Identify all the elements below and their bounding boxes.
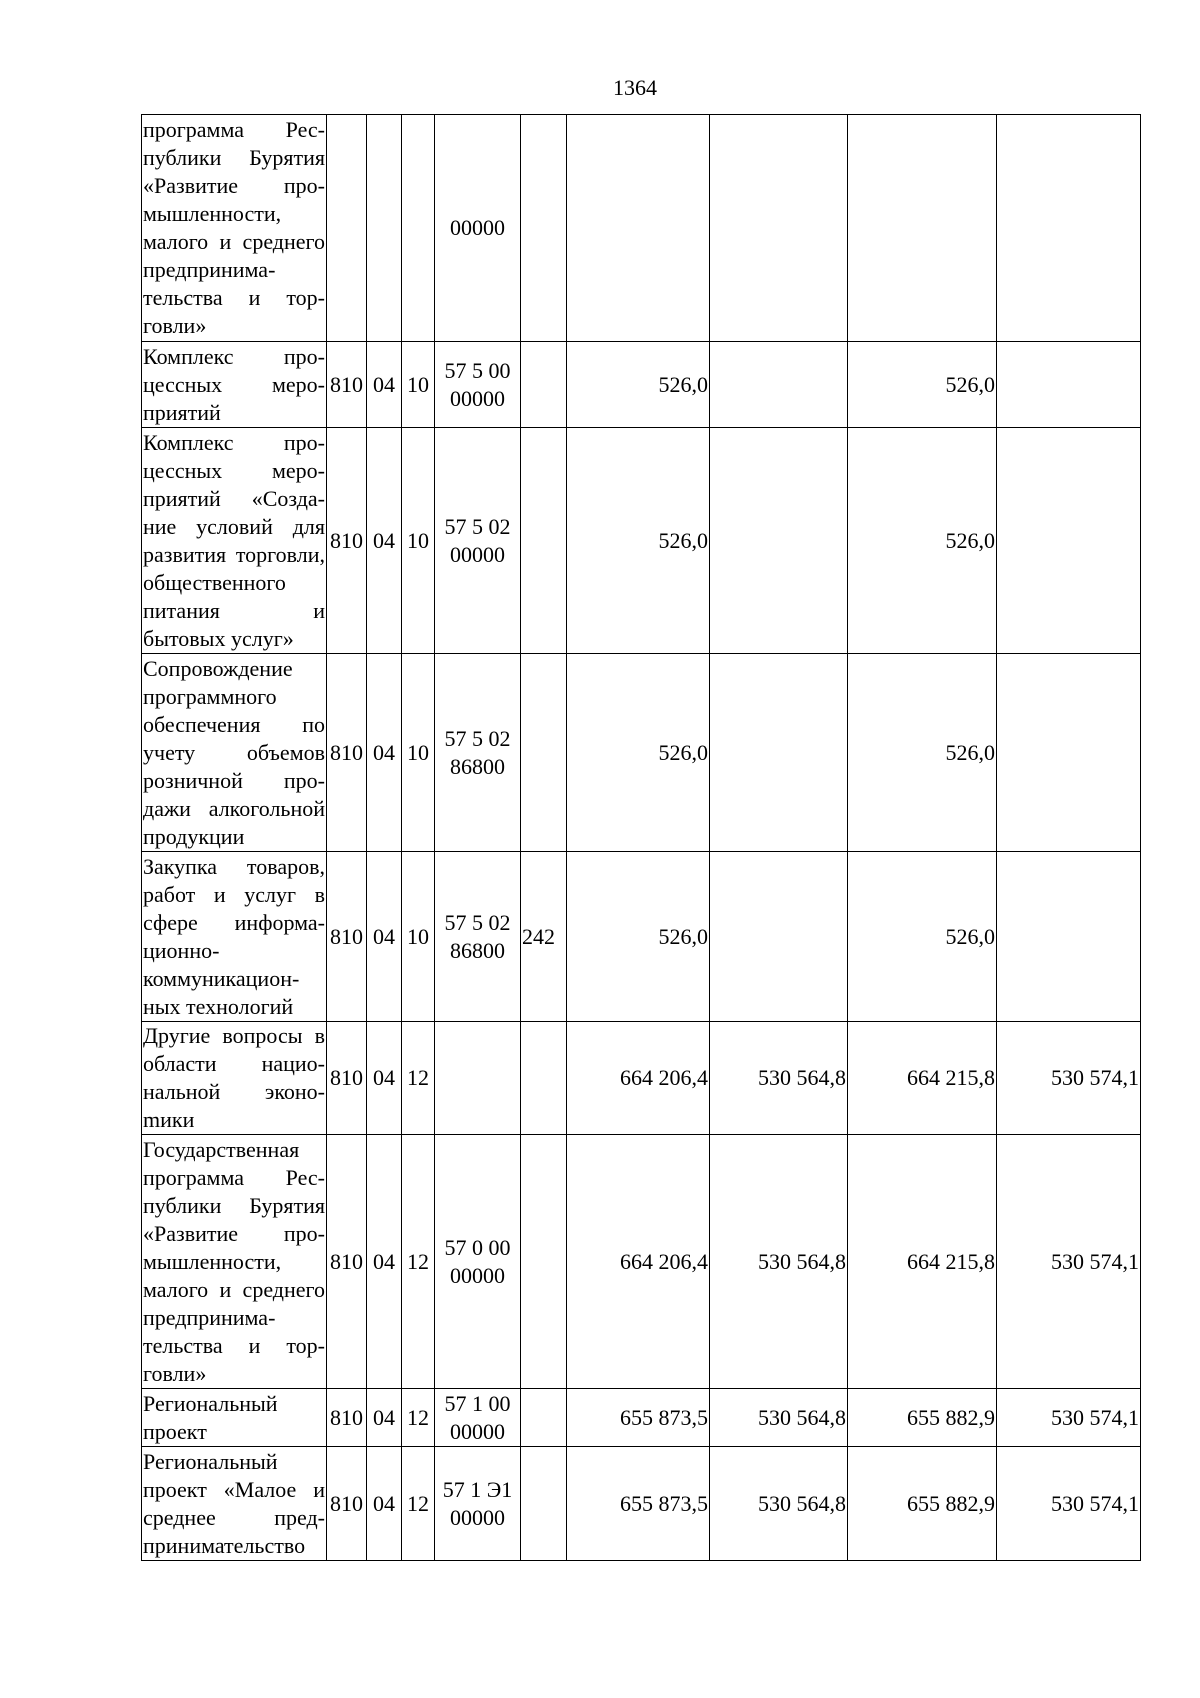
subsection-cell: [402, 115, 435, 342]
table-row: [142, 1135, 1141, 1389]
section-cell: [367, 115, 402, 342]
amount-3-cell: 664 215,8: [848, 1135, 997, 1389]
table-row: [142, 852, 1141, 1022]
target-article-cell: 57 5 02 00000: [435, 428, 521, 654]
row-name-cell: Сопровождение программного обеспечения по учету объемов розничной продажи алкогольной продукции: [142, 654, 327, 852]
row-name-cell: Региональный проект «Малое и среднее предпринимательство: [142, 1447, 327, 1561]
amount-3-cell: 655 882,9: [848, 1447, 997, 1561]
table-row: [142, 428, 1141, 654]
amount-1-cell: 664 206,4: [567, 1135, 710, 1389]
expense-type-cell: [521, 428, 567, 654]
expense-type-cell: [521, 1135, 567, 1389]
grbs-cell: 810: [327, 852, 367, 1022]
section-cell: 04: [367, 1447, 402, 1561]
grbs-cell: [327, 115, 367, 342]
amount-4-cell: 530 574,1: [997, 1135, 1141, 1389]
amount-3-cell: [848, 115, 997, 342]
grbs-cell: 810: [327, 1389, 367, 1447]
amount-2-cell: 530 564,8: [710, 1135, 848, 1389]
section-cell: 04: [367, 654, 402, 852]
amount-1-cell: 526,0: [567, 342, 710, 428]
grbs-cell: 810: [327, 1022, 367, 1135]
amount-2-cell: [710, 852, 848, 1022]
target-article-cell: 00000: [435, 115, 521, 342]
page-number: 1364: [613, 75, 657, 100]
subsection-cell: 12: [402, 1135, 435, 1389]
amount-1-cell: 655 873,5: [567, 1447, 710, 1561]
grbs-cell: 810: [327, 1447, 367, 1561]
expense-type-cell: [521, 654, 567, 852]
amount-3-cell: 664 215,8: [848, 1022, 997, 1135]
row-name-cell: Комплекс процессных мероприятий «Создание условий для развития торговли, общественного питания и бытовых услуг»: [142, 428, 327, 654]
amount-2-cell: 530 564,8: [710, 1389, 848, 1447]
amount-1-cell: 526,0: [567, 428, 710, 654]
subsection-cell: 10: [402, 342, 435, 428]
grbs-cell: 810: [327, 1135, 367, 1389]
amount-2-cell: 530 564,8: [710, 1447, 848, 1561]
row-name-cell: Другие вопросы в области национальной эконоmики: [142, 1022, 327, 1135]
target-article-cell: 57 0 00 00000: [435, 1135, 521, 1389]
amount-4-cell: [997, 654, 1141, 852]
expense-type-cell: 242: [521, 852, 567, 1022]
amount-1-cell: 526,0: [567, 654, 710, 852]
section-cell: 04: [367, 1135, 402, 1389]
table-row: [142, 1022, 1141, 1135]
amount-3-cell: 526,0: [848, 852, 997, 1022]
subsection-cell: 10: [402, 654, 435, 852]
amount-1-cell: 655 873,5: [567, 1389, 710, 1447]
amount-2-cell: [710, 115, 848, 342]
amount-3-cell: 655 882,9: [848, 1389, 997, 1447]
table-row: [142, 115, 1141, 342]
amount-2-cell: [710, 342, 848, 428]
grbs-cell: 810: [327, 342, 367, 428]
row-name-cell: программа Республики Бурятия «Развитие промышленности, малого и среднего предпринимательства и торговли»: [142, 115, 327, 342]
target-article-cell: [435, 1022, 521, 1135]
section-cell: 04: [367, 1022, 402, 1135]
expense-type-cell: [521, 1447, 567, 1561]
grbs-cell: 810: [327, 654, 367, 852]
budget-table: [141, 114, 1141, 1561]
grbs-cell: 810: [327, 428, 367, 654]
amount-3-cell: 526,0: [848, 342, 997, 428]
amount-1-cell: 664 206,4: [567, 1022, 710, 1135]
expense-type-cell: [521, 342, 567, 428]
row-name-cell: Комплекс процессных мероприятий: [142, 342, 327, 428]
amount-1-cell: [567, 115, 710, 342]
subsection-cell: 12: [402, 1022, 435, 1135]
target-article-cell: 57 5 02 86800: [435, 654, 521, 852]
table-row: [142, 1447, 1141, 1561]
target-article-cell: 57 5 00 00000: [435, 342, 521, 428]
target-article-cell: 57 1 00 00000: [435, 1389, 521, 1447]
amount-2-cell: [710, 654, 848, 852]
target-article-cell: 57 1 Э1 00000: [435, 1447, 521, 1561]
subsection-cell: 10: [402, 428, 435, 654]
target-article-cell: 57 5 02 86800: [435, 852, 521, 1022]
expense-type-cell: [521, 1022, 567, 1135]
amount-2-cell: 530 564,8: [710, 1022, 848, 1135]
row-name-cell: Государственная программа Республики Бурятия «Развитие промышленности, малого и среднего предпринимательства и торговли»: [142, 1135, 327, 1389]
section-cell: 04: [367, 428, 402, 654]
amount-3-cell: 526,0: [848, 654, 997, 852]
amount-2-cell: [710, 428, 848, 654]
amount-1-cell: 526,0: [567, 852, 710, 1022]
table-row: [142, 342, 1141, 428]
section-cell: 04: [367, 1389, 402, 1447]
amount-4-cell: 530 574,1: [997, 1447, 1141, 1561]
section-cell: 04: [367, 342, 402, 428]
expense-type-cell: [521, 1389, 567, 1447]
amount-4-cell: [997, 342, 1141, 428]
amount-4-cell: [997, 428, 1141, 654]
subsection-cell: 12: [402, 1447, 435, 1561]
amount-3-cell: 526,0: [848, 428, 997, 654]
row-name-cell: Региональный проект: [142, 1389, 327, 1447]
subsection-cell: 10: [402, 852, 435, 1022]
expense-type-cell: [521, 115, 567, 342]
amount-4-cell: 530 574,1: [997, 1389, 1141, 1447]
subsection-cell: 12: [402, 1389, 435, 1447]
row-name-cell: Закупка товаров, работ и услуг в сфере информационно-коммуникационных технологий: [142, 852, 327, 1022]
table-row: [142, 1389, 1141, 1447]
amount-4-cell: [997, 115, 1141, 342]
table-row: [142, 654, 1141, 852]
section-cell: 04: [367, 852, 402, 1022]
amount-4-cell: 530 574,1: [997, 1022, 1141, 1135]
amount-4-cell: [997, 852, 1141, 1022]
